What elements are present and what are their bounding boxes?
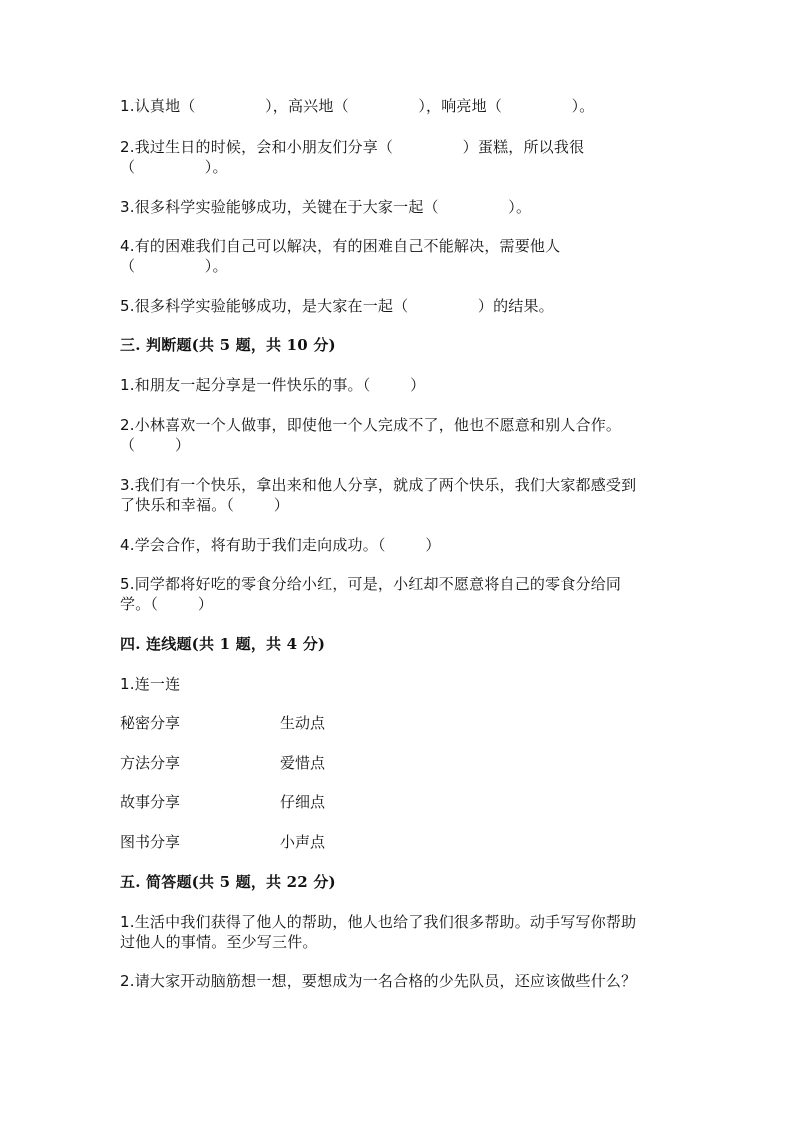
matching-right-item: 小声点 <box>280 833 326 851</box>
matching-right-item: 仔细点 <box>280 793 326 811</box>
judge-question-2-line-2: （ ） <box>120 436 191 454</box>
short-answer-question-2: 2.请大家开动脑筋想一想，要想成为一名合格的少先队员，还应该做些什么？ <box>120 972 637 990</box>
matching-question-1: 1.连一连 <box>120 675 181 693</box>
judge-question-3-line-2: 了快乐和幸福。（ ） <box>120 496 290 514</box>
judge-question-5-line-2: 学。（ ） <box>120 595 214 613</box>
matching-left-item: 秘密分享 <box>120 714 181 732</box>
fill-blank-question-2-line-1: 2.我过生日的时候，会和小朋友们分享（ ）蛋糕，所以我很 <box>120 138 585 156</box>
judge-question-3-line-1: 3.我们有一个快乐，拿出来和他人分享，就成了两个快乐，我们大家都感受到 <box>120 476 637 494</box>
judge-question-1: 1.和朋友一起分享是一件快乐的事。（ ） <box>120 376 426 394</box>
short-answer-question-1-line-2: 过他人的事情。至少写三件。 <box>120 933 318 951</box>
judge-question-4: 4.学会合作，将有助于我们走向成功。（ ） <box>120 536 441 554</box>
matching-right-item: 爱惜点 <box>280 754 326 772</box>
matching-right-item: 生动点 <box>280 714 326 732</box>
section-heading-judge: 三. 判断题(共 5 题，共 10 分) <box>120 336 336 354</box>
matching-left-item: 方法分享 <box>120 754 181 772</box>
fill-blank-question-5: 5.很多科学实验能够成功，是大家在一起（ ）的结果。 <box>120 297 554 315</box>
section-heading-matching: 四. 连线题(共 1 题，共 4 分) <box>120 635 326 653</box>
fill-blank-question-4-line-1: 4.有的困难我们自己可以解决，有的困难自己不能解决，需要他人 <box>120 237 561 255</box>
fill-blank-question-3: 3.很多科学实验能够成功，关键在于大家一起（ ）。 <box>120 198 532 216</box>
short-answer-question-1-line-1: 1.生活中我们获得了他人的帮助，他人也给了我们很多帮助。动手写写你帮助 <box>120 913 637 931</box>
matching-left-item: 故事分享 <box>120 793 181 811</box>
matching-left-item: 图书分享 <box>120 833 181 851</box>
judge-question-5-line-1: 5.同学都将好吃的零食分给小红，可是，小红却不愿意将自己的零食分给同 <box>120 575 622 593</box>
fill-blank-question-2-line-2: （ ）。 <box>120 158 228 176</box>
fill-blank-question-4-line-2: （ ）。 <box>120 257 228 275</box>
fill-blank-question-1: 1.认真地（ ），高兴地（ ），响亮地（ ）。 <box>120 97 595 115</box>
section-heading-short-answer: 五. 简答题(共 5 题，共 22 分) <box>120 873 336 891</box>
judge-question-2-line-1: 2.小林喜欢一个人做事，即使他一个人完成不了，他也不愿意和别人合作。 <box>120 416 622 434</box>
